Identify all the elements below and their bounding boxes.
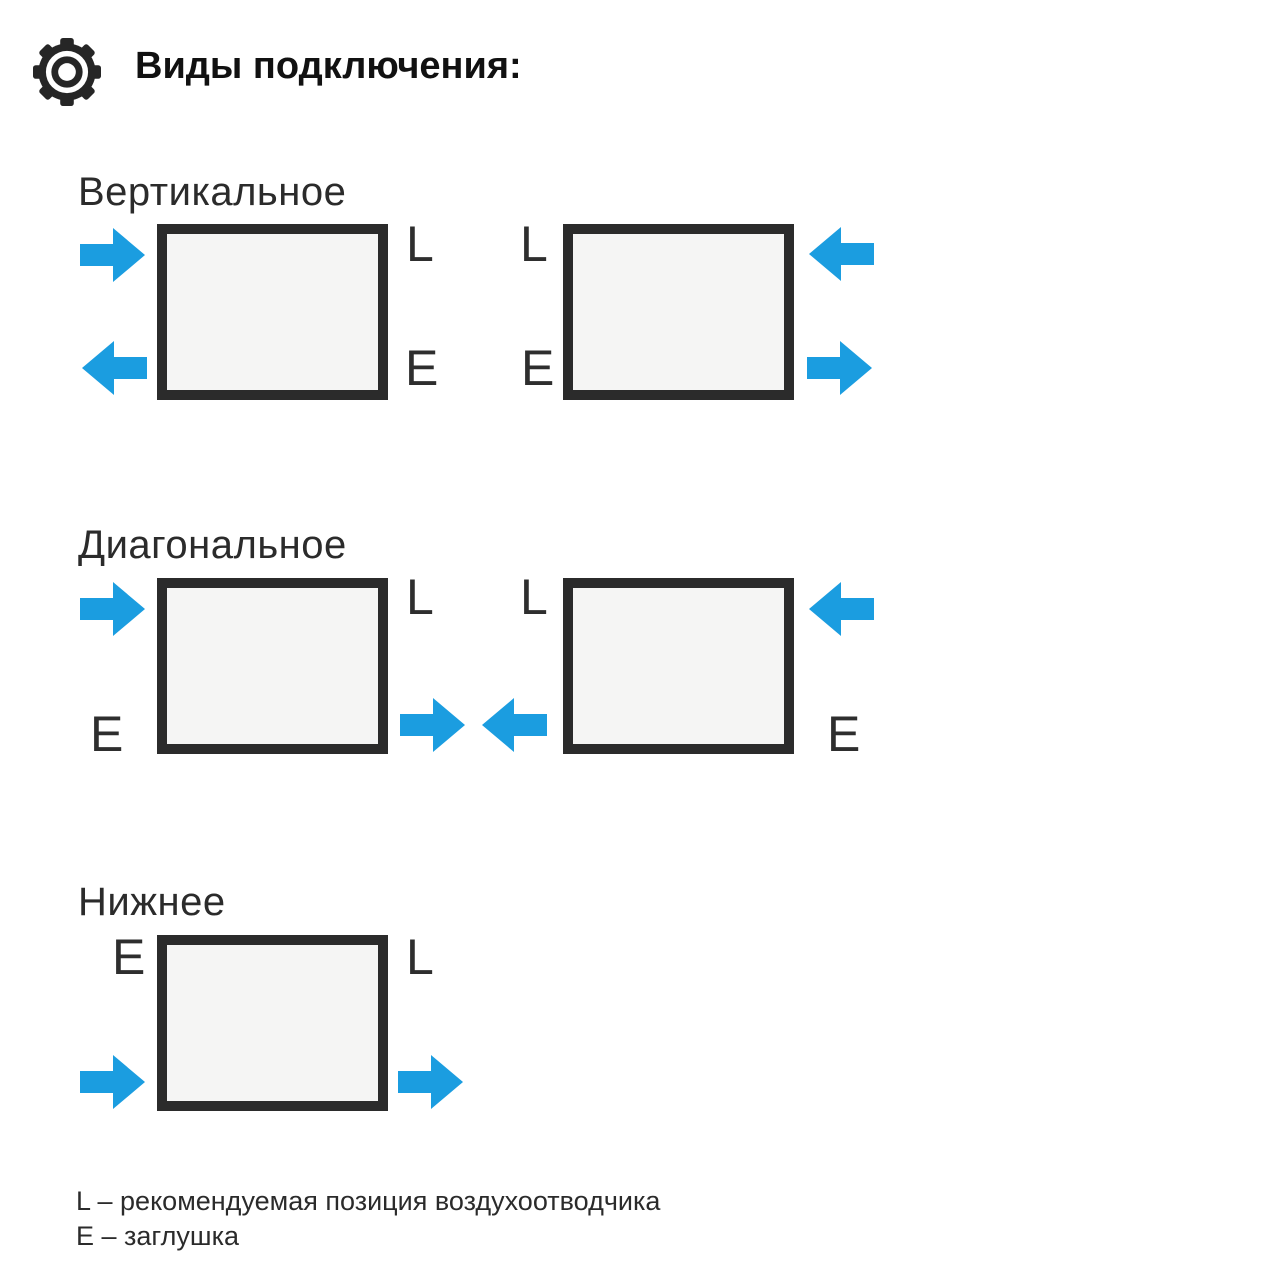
flow-in-arrow-icon: [80, 1054, 146, 1110]
plug-label: E: [90, 706, 124, 762]
gear-icon: [33, 38, 101, 106]
flow-out-arrow-icon: [81, 340, 147, 396]
flow-in-arrow-icon: [80, 581, 146, 637]
section-title-diagonal: Диагональное: [78, 523, 347, 567]
air-vent-label: L: [406, 216, 434, 272]
plug-label: E: [521, 340, 555, 396]
flow-out-arrow-icon: [481, 697, 547, 753]
radiator-frame: [157, 578, 388, 754]
radiator-frame: [563, 224, 794, 400]
flow-out-arrow-icon: [400, 697, 466, 753]
flow-out-arrow-icon: [807, 340, 873, 396]
legend-air-vent: L – рекомендуемая позиция воздухоотводчика: [76, 1186, 661, 1216]
flow-in-arrow-icon: [808, 226, 874, 282]
section-title-bottom: Нижнее: [78, 880, 226, 924]
page-title: Виды подключения:: [135, 45, 522, 87]
plug-label: E: [405, 340, 439, 396]
air-vent-label: L: [406, 569, 434, 625]
legend-plug: E – заглушка: [76, 1221, 240, 1251]
radiator-frame: [563, 578, 794, 754]
radiator-frame: [157, 224, 388, 400]
section-title-vertical: Вертикальное: [78, 170, 347, 214]
air-vent-label: L: [520, 569, 548, 625]
flow-in-arrow-icon: [808, 581, 874, 637]
air-vent-label: L: [406, 929, 434, 985]
legend: [76, 1184, 660, 1254]
plug-label: E: [112, 929, 146, 985]
plug-label: E: [827, 706, 861, 762]
air-vent-label: L: [520, 216, 548, 272]
flow-in-arrow-icon: [80, 227, 146, 283]
radiator-frame: [157, 935, 388, 1111]
flow-out-arrow-icon: [398, 1054, 464, 1110]
